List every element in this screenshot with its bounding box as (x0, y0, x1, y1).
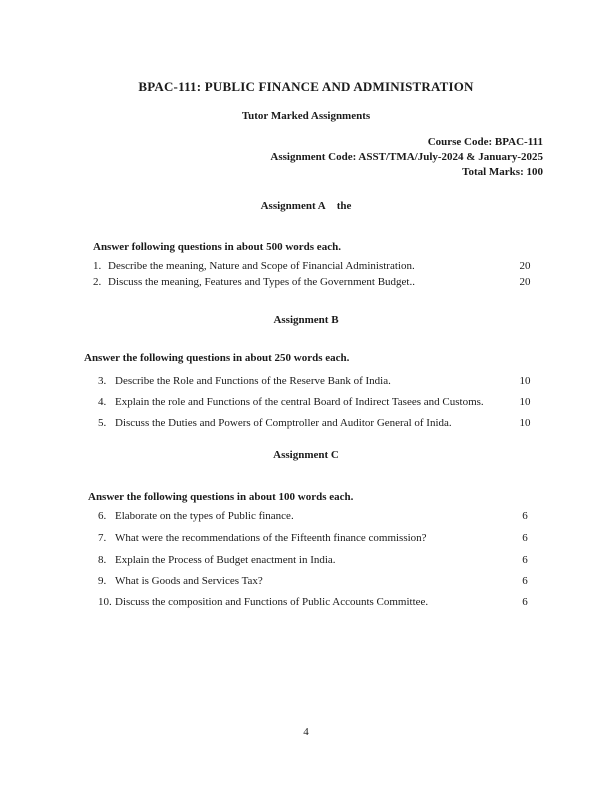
question-row-1 (93, 259, 533, 273)
question-row-10 (98, 595, 533, 609)
section-heading-assignment-a (0, 200, 612, 212)
question-row-2 (93, 275, 533, 289)
question-text: Explain the Process of Budget enactment in India. (115, 554, 336, 566)
section-a-instruction: Answer following questions in about 500 words each. (93, 241, 341, 253)
question-text: Elaborate on the types of Public finance. (115, 510, 294, 522)
question-row-4 (98, 395, 533, 409)
section-heading-label: Assignment B (273, 314, 339, 326)
document-subtitle: Tutor Marked Assignments (241, 110, 371, 122)
total-marks-line: Total Marks: 100 (462, 166, 543, 178)
section-heading-label: Assignment A (260, 200, 326, 212)
section-heading-suffix: the (325, 200, 352, 212)
question-row-7 (98, 531, 533, 545)
question-marks: 10 (519, 396, 531, 408)
question-text: What were the recommendations of the Fifteenth finance commission? (115, 532, 427, 544)
question-text: Describe the meaning, Nature and Scope of Financial Administration. (108, 260, 415, 272)
question-marks: 6 (522, 510, 528, 522)
question-marks: 10 (519, 375, 531, 387)
question-text: What is Goods and Services Tax? (115, 575, 263, 587)
question-number: 4. (98, 396, 107, 408)
section-c-instruction: Answer the following questions in about 100 words each. (88, 491, 354, 503)
question-marks: 6 (522, 532, 528, 544)
section-heading-assignment-c (0, 449, 612, 461)
question-number: 10. (98, 596, 112, 608)
question-number: 2. (93, 276, 102, 288)
question-text: Describe the Role and Functions of the Reserve Bank of India. (115, 375, 391, 387)
section-b-instruction: Answer the following questions in about 250 words each. (84, 352, 350, 364)
question-marks: 6 (522, 575, 528, 587)
question-text: Discuss the Duties and Powers of Comptroller and Auditor General of Inida. (115, 417, 452, 429)
course-meta-block (270, 135, 543, 180)
page-title: BPAC-111: PUBLIC FINANCE AND ADMINISTRATION (138, 79, 474, 94)
question-row-5 (98, 416, 533, 430)
section-heading-label: Assignment C (273, 449, 339, 461)
question-row-6 (98, 509, 533, 523)
question-number: 8. (98, 554, 107, 566)
question-text: Discuss the meaning, Features and Types of the Government Budget.. (108, 276, 415, 288)
question-text: Explain the role and Functions of the central Board of Indirect Tasees and Customs. (115, 396, 484, 408)
question-row-9 (98, 574, 533, 588)
question-marks: 20 (519, 276, 531, 288)
question-row-3 (98, 374, 533, 388)
question-text: Discuss the composition and Functions of Public Accounts Committee. (115, 596, 429, 608)
question-number: 9. (98, 575, 107, 587)
course-code-line: Course Code: BPAC-111 (427, 136, 543, 148)
question-marks: 6 (522, 596, 528, 608)
question-number: 3. (98, 375, 107, 387)
assignment-code-line: Assignment Code: ASST/TMA/July-2024 & January-2025 (270, 151, 543, 163)
question-number: 6. (98, 510, 107, 522)
question-number: 5. (98, 417, 107, 429)
question-marks: 10 (519, 417, 531, 429)
question-number: 7. (98, 532, 107, 544)
section-heading-assignment-b (0, 314, 612, 326)
page-number: 4 (303, 726, 309, 738)
question-marks: 20 (519, 260, 531, 272)
question-marks: 6 (522, 554, 528, 566)
question-row-8 (98, 553, 533, 567)
question-number: 1. (93, 260, 102, 272)
